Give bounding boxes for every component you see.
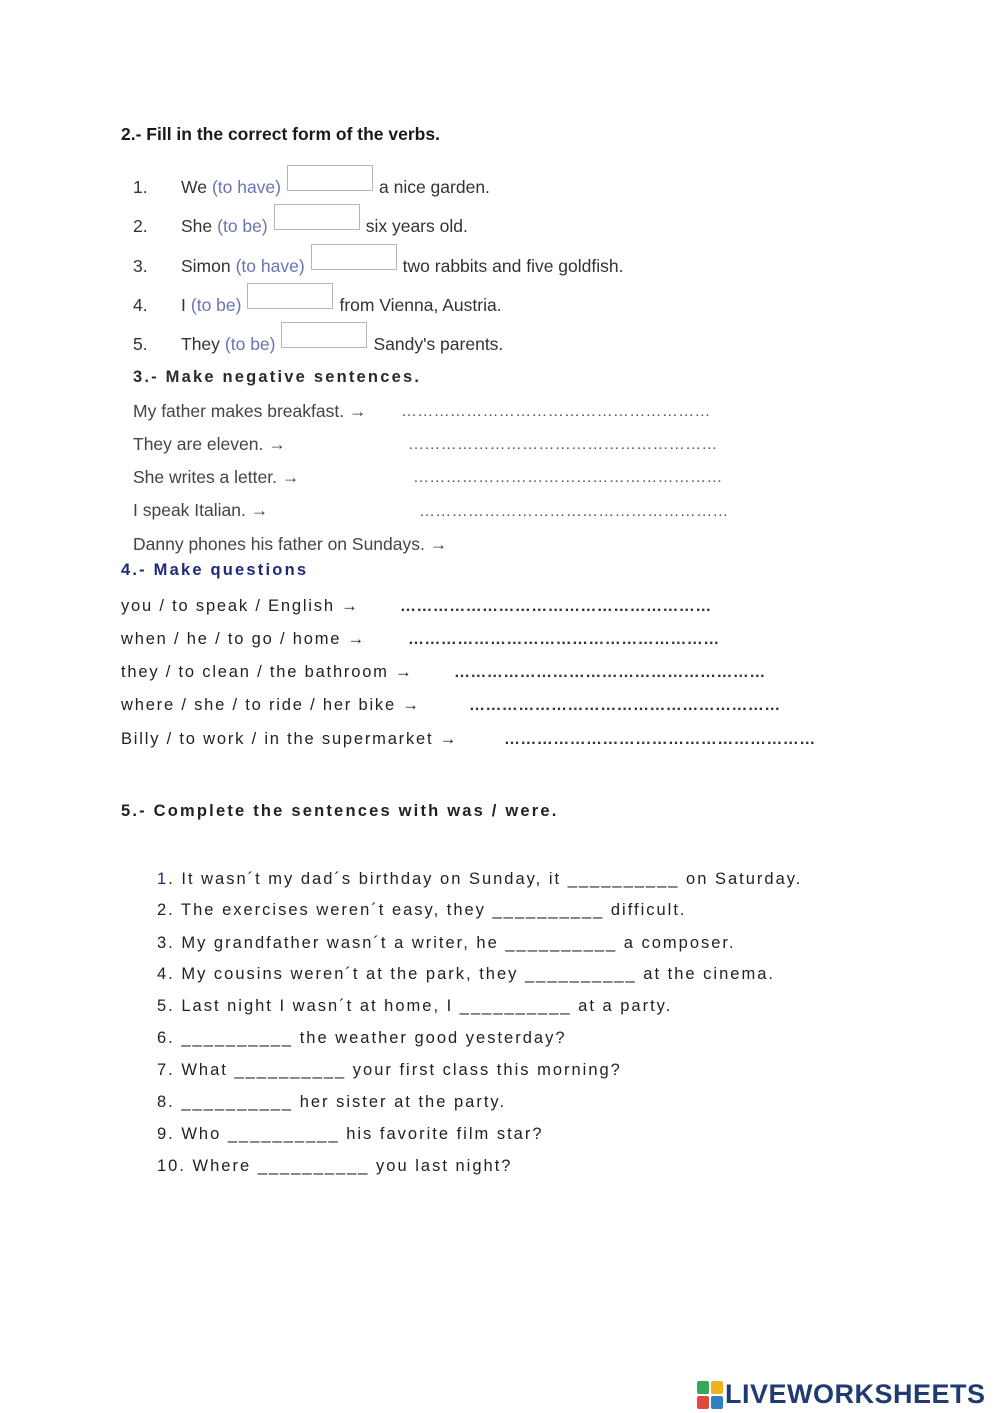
item-rest: Sandy's parents. (373, 333, 504, 354)
exercise-2-item (133, 290, 502, 320)
item-subject: She (181, 215, 213, 236)
answer-input-2[interactable] (274, 204, 360, 230)
exercise-2-item (133, 211, 468, 241)
logo-square (711, 1396, 723, 1409)
was-were-item: 9. Who __________ his favorite film star? (157, 1125, 544, 1143)
item-number: 2. (133, 215, 148, 236)
section-4-title: 4.- Make questions (121, 561, 309, 579)
answer-input-3[interactable] (311, 244, 397, 270)
item-number: 1. (133, 176, 148, 197)
question-prompt: Billy / to work / in the supermarket → (121, 730, 459, 748)
answer-input-5[interactable] (281, 322, 367, 348)
was-were-item: 7. What __________ your first class this morning? (157, 1061, 622, 1079)
exercise-2-item (133, 329, 503, 359)
item-subject: I (181, 294, 186, 315)
section-5-title: 5.- Complete the sentences with was / were. (121, 802, 559, 820)
question-prompt: they / to clean / the bathroom → (121, 663, 414, 681)
item-verb-hint: (to have) (211, 176, 281, 197)
was-were-item: 4. My cousins weren´t at the park, they __________ at the cinema. (157, 965, 775, 983)
answer-dotted-line: ………………………………………………… (454, 664, 766, 681)
negative-sentence: She writes a letter. → (133, 467, 300, 487)
item-verb-hint: (to be) (190, 294, 242, 315)
answer-input-4[interactable] (247, 283, 333, 309)
question-prompt: you / to speak / English → (121, 597, 360, 615)
item-verb-hint: (to have) (235, 255, 305, 276)
question-prompt: when / he / to go / home → (121, 630, 366, 648)
was-were-item: 6. __________ the weather good yesterday? (157, 1029, 567, 1047)
section-2-title: 2.- Fill in the correct form of the verbs. (121, 124, 440, 144)
item-rest: a nice garden. (379, 176, 490, 197)
item-subject: They (181, 333, 220, 354)
question-prompt: where / she / to ride / her bike → (121, 696, 421, 714)
was-were-item: 5. Last night I wasn´t at home, I __________ at a party. (157, 997, 673, 1015)
answer-dotted-line: ………………………………………………… (401, 403, 711, 420)
logo-mark-icon (697, 1381, 723, 1409)
liveworksheets-logo[interactable] (697, 1379, 986, 1410)
answer-dotted-line: ………………………………………………… (400, 598, 712, 615)
negative-sentence: My father makes breakfast. → (133, 401, 367, 421)
logo-text: LIVEWORKSHEETS (725, 1379, 986, 1409)
was-were-item (157, 870, 802, 889)
answer-dotted-line: ………………………………………………… (408, 631, 720, 648)
item-text: . It wasn´t my dad´s birthday on Sunday, it __________ on Saturday. (168, 870, 803, 888)
answer-input-1[interactable] (287, 165, 373, 191)
was-were-item: 3. My grandfather wasn´t a writer, he __________ a composer. (157, 934, 736, 952)
item-number: 3. (133, 255, 148, 276)
item-verb-hint: (to be) (217, 215, 268, 236)
section-3-title: 3.- Make negative sentences. (133, 368, 422, 386)
item-verb-hint: (to be) (224, 333, 276, 354)
was-were-item: 8. __________ her sister at the party. (157, 1093, 507, 1111)
item-number: 5. (133, 333, 148, 354)
was-were-item: 10. Where __________ you last night? (157, 1157, 513, 1175)
was-were-item: 2. The exercises weren´t easy, they __________ difficult. (157, 901, 687, 919)
negative-sentence: Danny phones his father on Sundays. → (133, 534, 448, 554)
item-number: 1 (157, 870, 169, 888)
negative-sentence: I speak Italian. → (133, 500, 269, 520)
answer-dotted-line: ………………………………………………… (469, 697, 781, 714)
item-number: 4. (133, 294, 148, 315)
item-rest: from Vienna, Austria. (339, 294, 502, 315)
item-rest: two rabbits and five goldfish. (402, 255, 624, 276)
answer-dotted-line: ………………………………………………… (504, 731, 816, 748)
negative-sentence: They are eleven. → (133, 434, 286, 454)
answer-dotted-line: ………………………………………………… (413, 469, 723, 486)
item-subject: We (181, 176, 207, 197)
answer-dotted-line: ………………………………………………… (408, 436, 718, 453)
exercise-2-item (133, 172, 490, 202)
item-subject: Simon (181, 255, 231, 276)
logo-square (697, 1396, 709, 1409)
item-rest: six years old. (365, 215, 468, 236)
logo-square (711, 1381, 723, 1394)
answer-dotted-line: ………………………………………………… (419, 503, 729, 520)
exercise-2-item (133, 251, 624, 281)
logo-square (697, 1381, 709, 1394)
